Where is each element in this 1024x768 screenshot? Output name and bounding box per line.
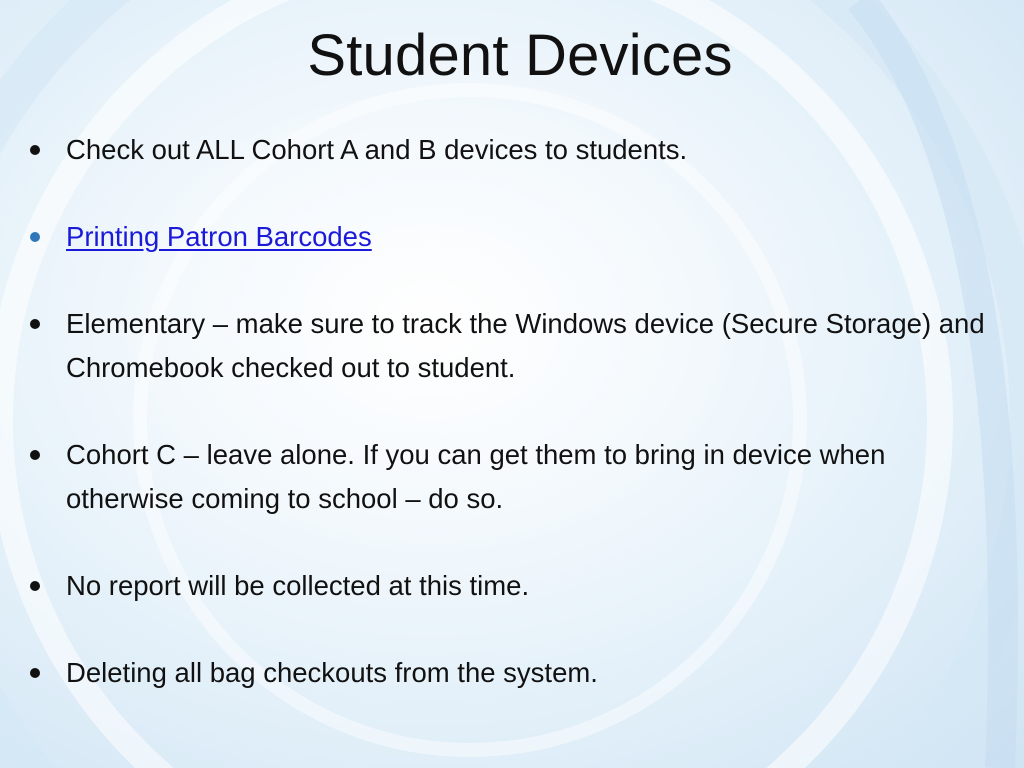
bullet-item	[28, 302, 1008, 390]
bullet-item	[28, 128, 1008, 172]
bullet-text: Check out ALL Cohort A and B devices to students.	[66, 134, 688, 165]
bullet-text: Elementary – make sure to track the Windows device (Secure Storage) and Chromebook checked out to student.	[66, 308, 985, 383]
bullet-text: Cohort C – leave alone. If you can get them to bring in device when otherwise coming to school – do so.	[66, 439, 886, 514]
bullet-icon	[30, 450, 40, 460]
bullet-icon	[30, 581, 40, 591]
bullet-text: Deleting all bag checkouts from the system.	[66, 657, 598, 688]
bullet-text: No report will be collected at this time.	[66, 570, 530, 601]
bullet-icon	[30, 668, 40, 678]
bullet-item	[28, 651, 1008, 695]
bullet-item	[28, 564, 1008, 608]
bullet-icon	[30, 232, 40, 242]
bullet-item	[28, 215, 1008, 259]
bullet-item	[28, 433, 1008, 521]
bullet-icon	[30, 319, 40, 329]
printing-patron-barcodes-link[interactable]: Printing Patron Barcodes	[66, 221, 372, 252]
bullet-list	[28, 128, 1008, 738]
bullet-icon	[30, 145, 40, 155]
slide-title: Student Devices	[307, 23, 733, 88]
